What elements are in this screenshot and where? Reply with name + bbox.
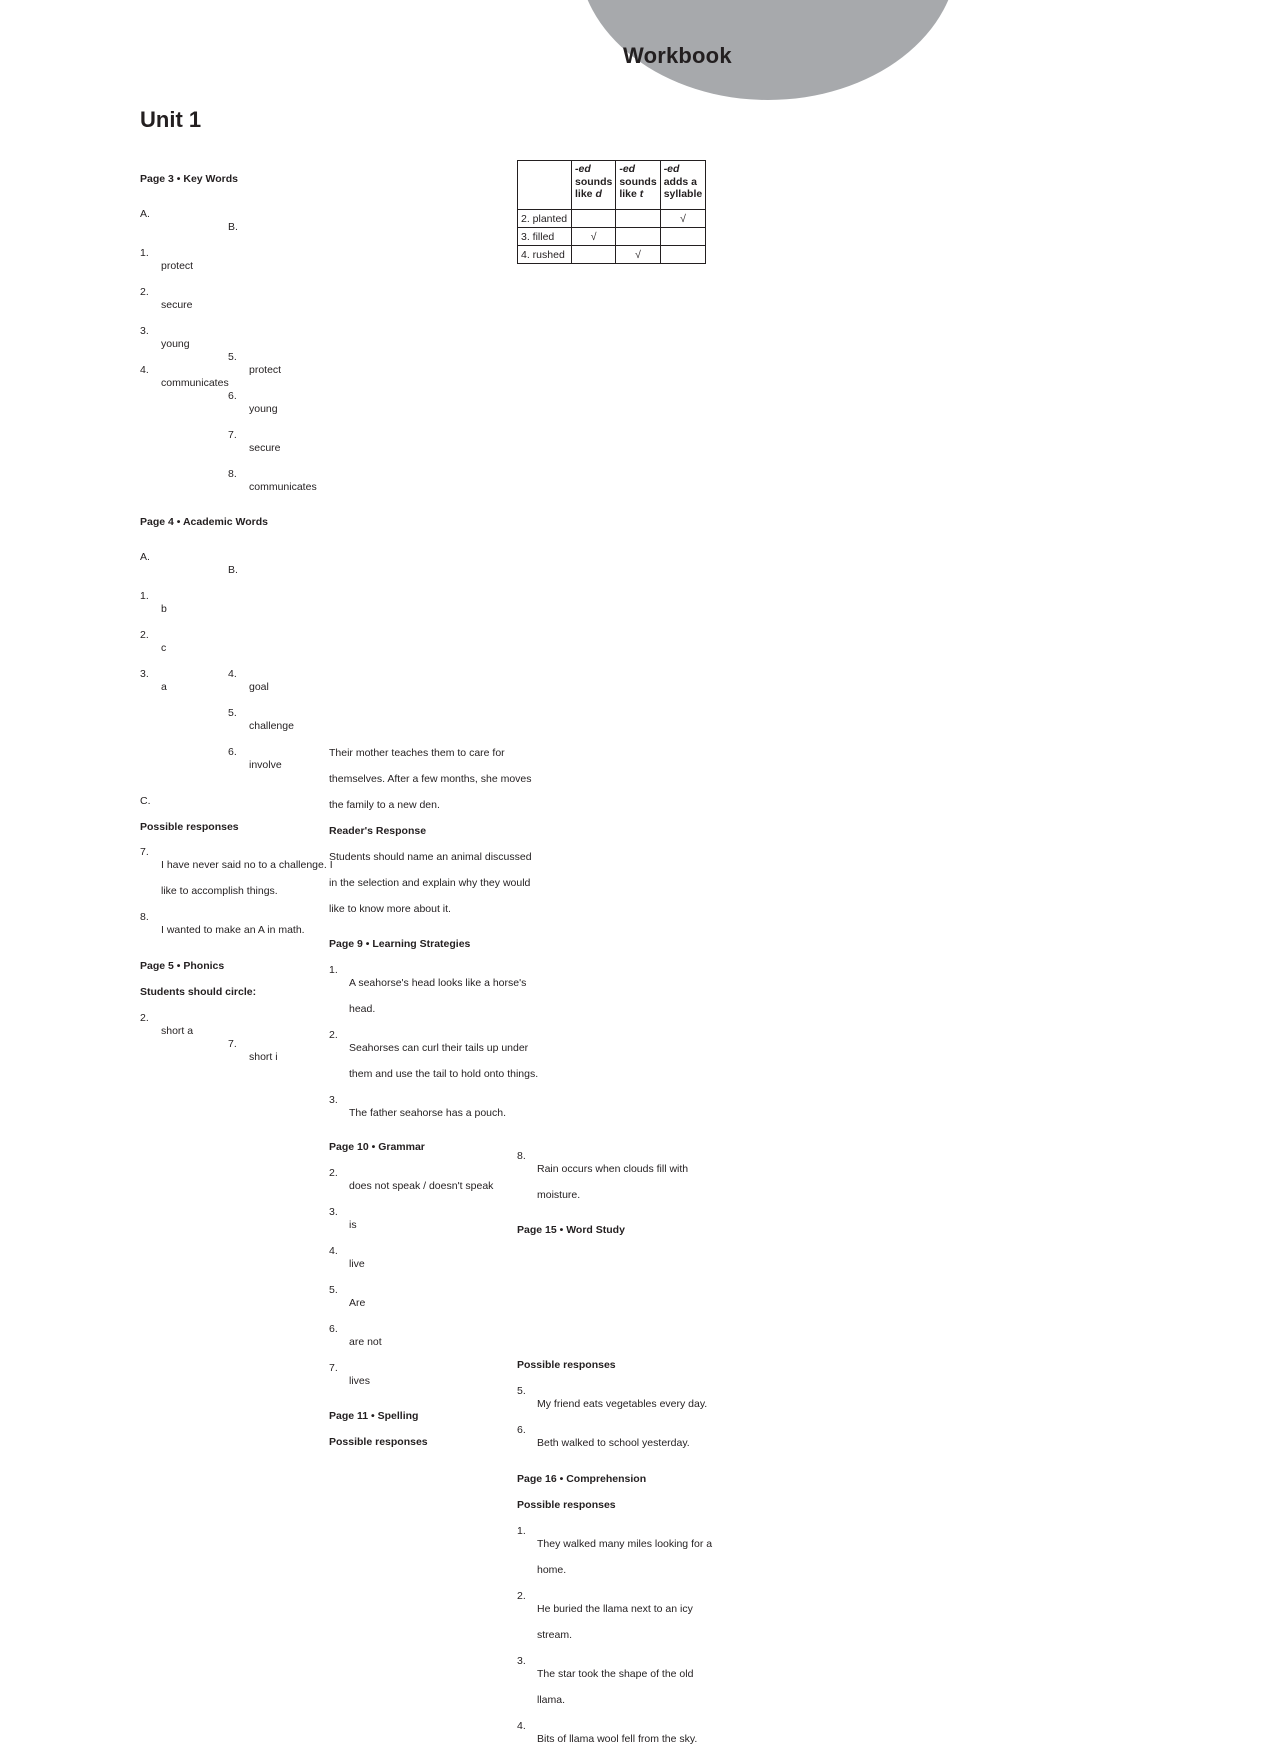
list-item-number: 2.: [517, 1590, 526, 1602]
list-item-number: 5.: [329, 1284, 338, 1296]
academic-c-label: C.: [140, 795, 151, 807]
list-item-number: 4.: [517, 1720, 526, 1732]
list-item: Beth walked to school yesterday.: [537, 1437, 690, 1449]
intro-line: the family to a new den.: [329, 799, 440, 811]
spelling-heading: Page 11 • Spelling: [329, 1410, 419, 1422]
row-label: 3. filled: [518, 228, 572, 246]
table-header-cell: [660, 161, 706, 210]
list-item: Are: [349, 1297, 366, 1309]
list-item: The father seahorse has a pouch.: [349, 1107, 507, 1119]
list-item: secure: [161, 299, 193, 311]
intro-line: themselves. After a few months, she moves: [329, 773, 532, 785]
check-cell: √: [660, 210, 706, 228]
list-item-number: 3.: [140, 668, 149, 680]
key-words-b-label: B.: [228, 221, 238, 233]
list-item-number: 2.: [329, 1167, 338, 1179]
list-item-number: 7.: [228, 429, 237, 441]
suffix-label: -ed: [619, 163, 636, 175]
list-item: The star took the shape of the old: [537, 1668, 694, 1680]
list-item: young: [161, 338, 190, 350]
list-item-number: 3.: [140, 325, 149, 337]
list-item-number: 3.: [329, 1094, 338, 1106]
list-item: He buried the llama next to an icy: [537, 1603, 693, 1615]
list-item-number: 6.: [517, 1424, 526, 1436]
list-item-number: 8.: [517, 1150, 526, 1162]
list-item: involve: [249, 759, 282, 771]
check-cell: [660, 228, 706, 246]
list-item-number: 1.: [517, 1525, 526, 1537]
readers-response-heading: Reader's Response: [329, 825, 427, 837]
list-item-continued: moisture.: [537, 1189, 581, 1201]
learning-strategies-heading: Page 9 • Learning Strategies: [329, 938, 471, 950]
list-item: is: [349, 1219, 357, 1231]
key-words-a-label: A.: [140, 208, 150, 220]
list-item: They walked many miles looking for a: [537, 1538, 713, 1550]
list-item: secure: [249, 442, 281, 454]
list-item-number: 5.: [228, 351, 237, 363]
table-row: [518, 246, 706, 264]
paragraph-line: in the selection and explain why they would: [329, 877, 531, 889]
list-item-number: 8.: [228, 468, 237, 480]
list-item: I have never said no to a challenge. I: [161, 859, 333, 871]
paragraph-line: Students should name an animal discussed: [329, 851, 532, 863]
list-item: short a: [161, 1025, 194, 1037]
list-item-continued: stream.: [537, 1629, 573, 1641]
list-item: does not speak / doesn't speak: [349, 1180, 494, 1192]
list-item-continued: llama.: [537, 1694, 566, 1706]
list-item-number: 6.: [228, 746, 237, 758]
list-item-number: 3.: [517, 1655, 526, 1667]
row-label: 4. rushed: [518, 246, 572, 264]
header-letter: d: [595, 188, 602, 200]
list-item-number: 2.: [140, 286, 149, 298]
academic-b-label: B.: [228, 564, 238, 576]
comprehension-heading: Page 16 • Comprehension: [517, 1473, 647, 1485]
list-item: a: [161, 681, 167, 693]
header-line: sounds: [575, 175, 613, 188]
list-item-continued: home.: [537, 1564, 567, 1576]
list-item-number: 7.: [228, 1038, 237, 1050]
check-cell: [660, 246, 706, 264]
list-item-number: 8.: [140, 911, 149, 923]
list-item: live: [349, 1258, 365, 1270]
list-item-number: 2.: [329, 1029, 338, 1041]
list-item: Seahorses can curl their tails up under: [349, 1042, 529, 1054]
check-cell: √: [572, 228, 616, 246]
list-item-number: 5.: [228, 707, 237, 719]
list-item: short i: [249, 1051, 278, 1063]
check-cell: [572, 246, 616, 264]
header-line: sounds: [619, 175, 657, 188]
key-words-heading: Page 3 • Key Words: [140, 173, 239, 185]
header-letter: t: [639, 188, 644, 200]
table-row: [518, 210, 706, 228]
possible-responses-label: Possible responses: [517, 1359, 616, 1371]
list-item-number: 2.: [140, 1012, 149, 1024]
list-item: communicates: [161, 377, 229, 389]
list-item: communicates: [249, 481, 317, 493]
list-item-number: 7.: [140, 846, 149, 858]
check-cell: [616, 210, 660, 228]
check-cell: [616, 228, 660, 246]
grammar-heading: Page 10 • Grammar: [329, 1141, 425, 1153]
table-row: [518, 228, 706, 246]
list-item: goal: [249, 681, 269, 693]
list-item: Rain occurs when clouds fill with: [537, 1163, 689, 1175]
list-item-continued: like to accomplish things.: [161, 885, 278, 897]
possible-responses-label: Possible responses: [140, 821, 239, 833]
table-header-cell: [572, 161, 616, 210]
list-item-number: 5.: [517, 1385, 526, 1397]
list-item-number: 3.: [329, 1206, 338, 1218]
list-item-number: 7.: [329, 1362, 338, 1374]
word-study-table: [517, 160, 706, 264]
list-item-number: 6.: [329, 1323, 338, 1335]
list-item: b: [161, 603, 167, 615]
table-header-row: [518, 161, 706, 210]
phonics-heading: Page 5 • Phonics: [140, 960, 225, 972]
academic-a-label: A.: [140, 551, 150, 563]
list-item: Bits of llama wool fell from the sky.: [537, 1733, 698, 1745]
header-line: adds a: [663, 175, 697, 188]
list-item-number: 6.: [228, 390, 237, 402]
list-item: young: [249, 403, 278, 415]
header-line: like: [619, 188, 637, 200]
list-item: I wanted to make an A in math.: [161, 924, 305, 936]
list-item-number: 4.: [228, 668, 237, 680]
intro-line: Their mother teaches them to care for: [329, 747, 505, 759]
unit-title: Unit 1: [140, 107, 202, 132]
list-item-continued: head.: [349, 1003, 376, 1015]
list-item: A seahorse's head looks like a horse's: [349, 977, 527, 989]
list-item: c: [161, 642, 167, 654]
list-item: My friend eats vegetables every day.: [537, 1398, 708, 1410]
list-item-number: 1.: [140, 247, 149, 259]
suffix-label: -ed: [663, 163, 680, 175]
list-item: protect: [161, 260, 194, 272]
paragraph-line: like to know more about it.: [329, 903, 451, 915]
list-item: lives: [349, 1375, 371, 1387]
possible-responses-label: Possible responses: [517, 1499, 616, 1511]
list-item-number: 4.: [329, 1245, 338, 1257]
phonics-subheading: Students should circle:: [140, 986, 257, 998]
header-line: syllable: [663, 188, 703, 200]
list-item-number: 4.: [140, 364, 149, 376]
list-item: challenge: [249, 720, 294, 732]
table-corner-cell: [518, 161, 572, 210]
workbook-label: Workbook: [623, 43, 732, 68]
list-item: protect: [249, 364, 282, 376]
check-cell: √: [616, 246, 660, 264]
row-label: 2. planted: [518, 210, 572, 228]
suffix-label: -ed: [575, 163, 591, 175]
list-item-number: 2.: [140, 629, 149, 641]
list-item: are not: [349, 1336, 382, 1348]
header-line: like: [575, 188, 593, 200]
list-item-number: 1.: [140, 590, 149, 602]
check-cell: [572, 210, 616, 228]
academic-words-heading: Page 4 • Academic Words: [140, 516, 268, 528]
list-item-number: 1.: [329, 964, 338, 976]
table-header-cell: [616, 161, 660, 210]
list-item-continued: them and use the tail to hold onto things.: [349, 1068, 539, 1080]
possible-responses-label: Possible responses: [329, 1436, 428, 1448]
word-study-heading: Page 15 • Word Study: [517, 1224, 625, 1236]
